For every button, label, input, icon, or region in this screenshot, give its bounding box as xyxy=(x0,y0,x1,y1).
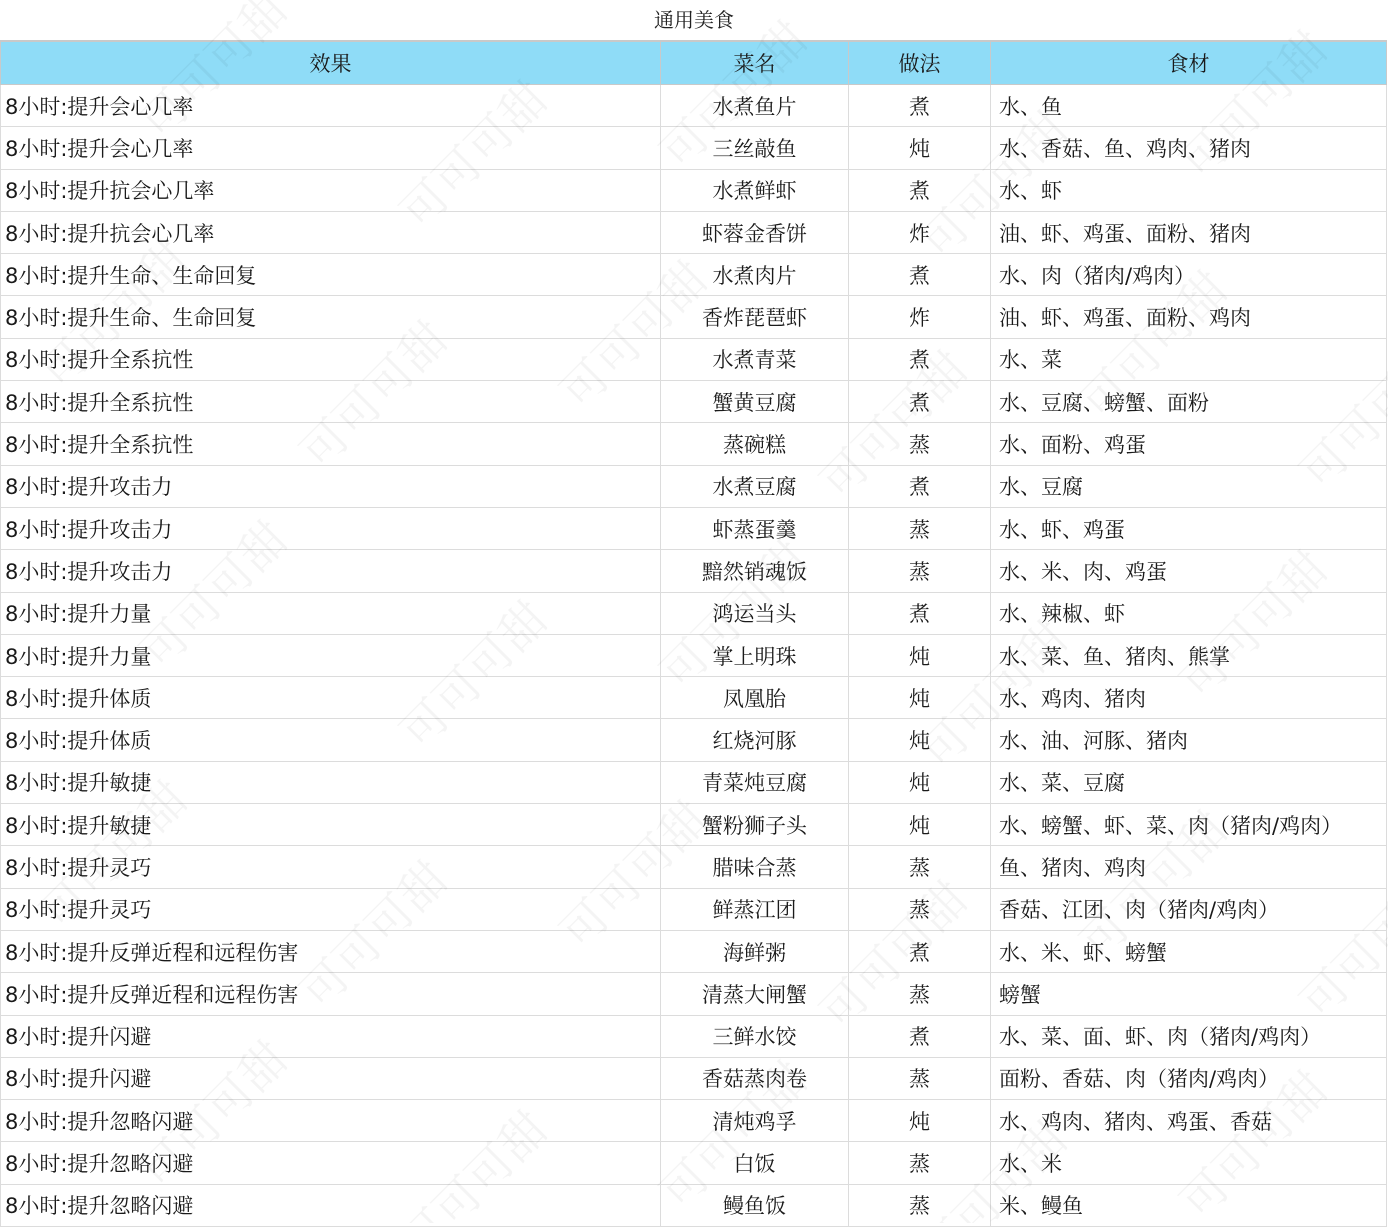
dish-name-cell[interactable]: 白饭 xyxy=(661,1142,849,1184)
column-header-dish[interactable]: 菜名 xyxy=(661,41,849,85)
method-cell[interactable]: 炖 xyxy=(849,761,991,803)
effect-cell[interactable]: 8小时:提升反弹近程和远程伤害 xyxy=(1,930,661,972)
method-cell[interactable]: 炖 xyxy=(849,719,991,761)
dish-name-cell[interactable]: 虾蒸蛋羹 xyxy=(661,507,849,549)
table-row xyxy=(1,550,1387,592)
dish-name-cell[interactable]: 红烧河豚 xyxy=(661,719,849,761)
table-row xyxy=(1,888,1387,930)
dish-name-cell[interactable]: 水煮鱼片 xyxy=(661,85,849,127)
ingredients-cell[interactable]: 水、鸡肉、猪肉 xyxy=(991,677,1387,719)
method-cell[interactable]: 蒸 xyxy=(849,550,991,592)
effect-cell[interactable]: 8小时:提升体质 xyxy=(1,677,661,719)
effect-cell[interactable]: 8小时:提升力量 xyxy=(1,592,661,634)
effect-cell[interactable]: 8小时:提升敏捷 xyxy=(1,761,661,803)
column-header-ingredients[interactable]: 食材 xyxy=(991,41,1387,85)
effect-cell[interactable]: 8小时:提升生命、生命回复 xyxy=(1,254,661,296)
effect-cell[interactable]: 8小时:提升灵巧 xyxy=(1,888,661,930)
column-header-method[interactable]: 做法 xyxy=(849,41,991,85)
dish-name-cell[interactable]: 掌上明珠 xyxy=(661,634,849,676)
method-cell[interactable]: 蒸 xyxy=(849,1184,991,1226)
table-row xyxy=(1,507,1387,549)
method-cell[interactable]: 蒸 xyxy=(849,973,991,1015)
ingredients-cell[interactable]: 水、豆腐、螃蟹、面粉 xyxy=(991,381,1387,423)
ingredients-cell[interactable]: 油、虾、鸡蛋、面粉、猪肉 xyxy=(991,211,1387,253)
effect-cell[interactable]: 8小时:提升灵巧 xyxy=(1,846,661,888)
ingredients-cell[interactable]: 水、菜、鱼、猪肉、熊掌 xyxy=(991,634,1387,676)
ingredients-cell[interactable]: 油、虾、鸡蛋、面粉、鸡肉 xyxy=(991,296,1387,338)
method-cell[interactable]: 炖 xyxy=(849,127,991,169)
column-header-effect[interactable]: 效果 xyxy=(1,41,661,85)
method-cell[interactable]: 煮 xyxy=(849,465,991,507)
ingredients-cell[interactable]: 水、菜、面、虾、肉（猪肉/鸡肉） xyxy=(991,1015,1387,1057)
dish-name-cell[interactable]: 蟹粉狮子头 xyxy=(661,804,849,846)
recipe-table xyxy=(0,40,1387,1227)
effect-cell[interactable]: 8小时:提升全系抗性 xyxy=(1,423,661,465)
table-row xyxy=(1,211,1387,253)
ingredients-cell[interactable]: 水、菜 xyxy=(991,338,1387,380)
dish-name-cell[interactable]: 黯然销魂饭 xyxy=(661,550,849,592)
ingredients-cell[interactable]: 鱼、猪肉、鸡肉 xyxy=(991,846,1387,888)
effect-cell[interactable]: 8小时:提升体质 xyxy=(1,719,661,761)
table-row xyxy=(1,634,1387,676)
table-row xyxy=(1,761,1387,803)
table-row xyxy=(1,719,1387,761)
ingredients-cell[interactable]: 水、米、虾、螃蟹 xyxy=(991,930,1387,972)
effect-cell[interactable]: 8小时:提升攻击力 xyxy=(1,550,661,592)
table-row xyxy=(1,1100,1387,1142)
table-row xyxy=(1,127,1387,169)
table-row xyxy=(1,930,1387,972)
method-cell[interactable]: 蒸 xyxy=(849,507,991,549)
dish-name-cell[interactable]: 水煮豆腐 xyxy=(661,465,849,507)
dish-name-cell[interactable]: 三丝敲鱼 xyxy=(661,127,849,169)
table-row xyxy=(1,1142,1387,1184)
ingredients-cell[interactable]: 水、菜、豆腐 xyxy=(991,761,1387,803)
ingredients-cell[interactable]: 水、鱼 xyxy=(991,85,1387,127)
table-row xyxy=(1,846,1387,888)
effect-cell[interactable]: 8小时:提升闪避 xyxy=(1,1057,661,1099)
effect-cell[interactable]: 8小时:提升会心几率 xyxy=(1,85,661,127)
method-cell[interactable]: 煮 xyxy=(849,169,991,211)
dish-name-cell[interactable]: 蒸碗糕 xyxy=(661,423,849,465)
method-cell[interactable]: 蒸 xyxy=(849,1142,991,1184)
ingredients-cell[interactable]: 香菇、江团、肉（猪肉/鸡肉） xyxy=(991,888,1387,930)
dish-name-cell[interactable]: 香菇蒸肉卷 xyxy=(661,1057,849,1099)
method-cell[interactable]: 煮 xyxy=(849,930,991,972)
effect-cell[interactable]: 8小时:提升忽略闪避 xyxy=(1,1142,661,1184)
method-cell[interactable]: 蒸 xyxy=(849,888,991,930)
table-row xyxy=(1,381,1387,423)
ingredients-cell[interactable]: 水、虾 xyxy=(991,169,1387,211)
table-row xyxy=(1,423,1387,465)
dish-name-cell[interactable]: 鲜蒸江团 xyxy=(661,888,849,930)
table-header-row xyxy=(1,41,1387,85)
sheet-title: 通用美食 xyxy=(654,8,734,32)
ingredients-cell[interactable]: 水、米 xyxy=(991,1142,1387,1184)
table-row xyxy=(1,1184,1387,1226)
table-row xyxy=(1,338,1387,380)
method-cell[interactable]: 炖 xyxy=(849,804,991,846)
method-cell[interactable]: 炸 xyxy=(849,211,991,253)
table-row xyxy=(1,973,1387,1015)
table-row xyxy=(1,85,1387,127)
method-cell[interactable]: 炖 xyxy=(849,1100,991,1142)
method-cell[interactable]: 蒸 xyxy=(849,423,991,465)
effect-cell[interactable]: 8小时:提升忽略闪避 xyxy=(1,1100,661,1142)
ingredients-cell[interactable]: 水、香菇、鱼、鸡肉、猪肉 xyxy=(991,127,1387,169)
table-body xyxy=(1,85,1387,1227)
table-row xyxy=(1,169,1387,211)
dish-name-cell[interactable]: 凤凰胎 xyxy=(661,677,849,719)
table-row xyxy=(1,1015,1387,1057)
dish-name-cell[interactable]: 水煮肉片 xyxy=(661,254,849,296)
method-cell[interactable]: 煮 xyxy=(849,592,991,634)
ingredients-cell[interactable]: 水、肉（猪肉/鸡肉） xyxy=(991,254,1387,296)
dish-name-cell[interactable]: 青菜炖豆腐 xyxy=(661,761,849,803)
ingredients-cell[interactable]: 面粉、香菇、肉（猪肉/鸡肉） xyxy=(991,1057,1387,1099)
effect-cell[interactable]: 8小时:提升抗会心几率 xyxy=(1,211,661,253)
method-cell[interactable]: 炖 xyxy=(849,634,991,676)
table-row xyxy=(1,804,1387,846)
dish-name-cell[interactable]: 三鲜水饺 xyxy=(661,1015,849,1057)
table-row xyxy=(1,465,1387,507)
table-row xyxy=(1,1057,1387,1099)
ingredients-cell[interactable]: 水、面粉、鸡蛋 xyxy=(991,423,1387,465)
method-cell[interactable]: 蒸 xyxy=(849,846,991,888)
table-row xyxy=(1,592,1387,634)
ingredients-cell[interactable]: 水、螃蟹、虾、菜、肉（猪肉/鸡肉） xyxy=(991,804,1387,846)
dish-name-cell[interactable]: 清蒸大闸蟹 xyxy=(661,973,849,1015)
method-cell[interactable]: 煮 xyxy=(849,1015,991,1057)
effect-cell[interactable]: 8小时:提升反弹近程和远程伤害 xyxy=(1,973,661,1015)
dish-name-cell[interactable]: 虾蓉金香饼 xyxy=(661,211,849,253)
dish-name-cell[interactable]: 香炸琵琶虾 xyxy=(661,296,849,338)
effect-cell[interactable]: 8小时:提升闪避 xyxy=(1,1015,661,1057)
dish-name-cell[interactable]: 鸿运当头 xyxy=(661,592,849,634)
method-cell[interactable]: 蒸 xyxy=(849,1057,991,1099)
method-cell[interactable]: 煮 xyxy=(849,381,991,423)
dish-name-cell[interactable]: 鳗鱼饭 xyxy=(661,1184,849,1226)
ingredients-cell[interactable]: 水、米、肉、鸡蛋 xyxy=(991,550,1387,592)
dish-name-cell[interactable]: 海鲜粥 xyxy=(661,930,849,972)
dish-name-cell[interactable]: 蟹黄豆腐 xyxy=(661,381,849,423)
effect-cell[interactable]: 8小时:提升忽略闪避 xyxy=(1,1184,661,1226)
dish-name-cell[interactable]: 清炖鸡孚 xyxy=(661,1100,849,1142)
ingredients-cell[interactable]: 米、鳗鱼 xyxy=(991,1184,1387,1226)
dish-name-cell[interactable]: 水煮鲜虾 xyxy=(661,169,849,211)
effect-cell[interactable]: 8小时:提升攻击力 xyxy=(1,507,661,549)
effect-cell[interactable]: 8小时:提升会心几率 xyxy=(1,127,661,169)
table-row xyxy=(1,254,1387,296)
effect-cell[interactable]: 8小时:提升抗会心几率 xyxy=(1,169,661,211)
ingredients-cell[interactable]: 水、鸡肉、猪肉、鸡蛋、香菇 xyxy=(991,1100,1387,1142)
effect-cell[interactable]: 8小时:提升力量 xyxy=(1,634,661,676)
ingredients-cell[interactable]: 水、辣椒、虾 xyxy=(991,592,1387,634)
dish-name-cell[interactable]: 腊味合蒸 xyxy=(661,846,849,888)
ingredients-cell[interactable]: 水、虾、鸡蛋 xyxy=(991,507,1387,549)
ingredients-cell[interactable]: 水、豆腐 xyxy=(991,465,1387,507)
dish-name-cell[interactable]: 水煮青菜 xyxy=(661,338,849,380)
method-cell[interactable]: 煮 xyxy=(849,85,991,127)
effect-cell[interactable]: 8小时:提升攻击力 xyxy=(1,465,661,507)
method-cell[interactable]: 炖 xyxy=(849,677,991,719)
ingredients-cell[interactable]: 螃蟹 xyxy=(991,973,1387,1015)
method-cell[interactable]: 煮 xyxy=(849,254,991,296)
effect-cell[interactable]: 8小时:提升全系抗性 xyxy=(1,338,661,380)
effect-cell[interactable]: 8小时:提升生命、生命回复 xyxy=(1,296,661,338)
table-row xyxy=(1,677,1387,719)
method-cell[interactable]: 煮 xyxy=(849,338,991,380)
effect-cell[interactable]: 8小时:提升敏捷 xyxy=(1,804,661,846)
table-row xyxy=(1,296,1387,338)
ingredients-cell[interactable]: 水、油、河豚、猪肉 xyxy=(991,719,1387,761)
method-cell[interactable]: 炸 xyxy=(849,296,991,338)
effect-cell[interactable]: 8小时:提升全系抗性 xyxy=(1,381,661,423)
